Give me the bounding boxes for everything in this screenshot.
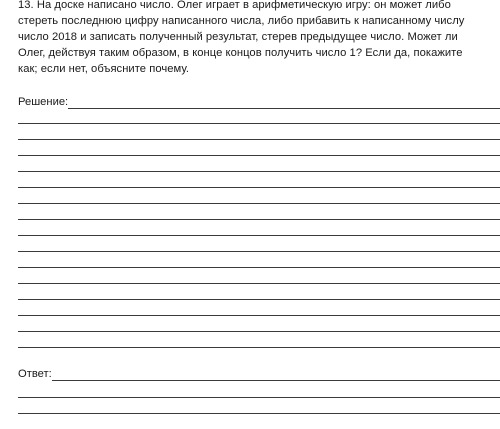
answer-extra-line[interactable] xyxy=(18,397,500,398)
answer-writing-line[interactable] xyxy=(18,219,500,220)
solution-label: Решение: xyxy=(18,96,69,108)
answer-row xyxy=(18,367,500,381)
answer-label: Ответ: xyxy=(18,368,52,380)
answer-writing-line[interactable] xyxy=(18,347,500,348)
answer-writing-line[interactable] xyxy=(18,171,500,172)
problem-line: Олег, действуя таким образом, в конце концов получить число 1? Если да, покажите xyxy=(18,47,463,59)
answer-writing-line[interactable] xyxy=(18,315,500,316)
answer-writing-line[interactable] xyxy=(18,203,500,204)
answer-writing-line[interactable] xyxy=(18,299,500,300)
answer-writing-line[interactable] xyxy=(18,283,500,284)
solution-row xyxy=(18,95,500,109)
answer-writing-line[interactable] xyxy=(18,331,500,332)
answer-line[interactable] xyxy=(52,368,500,381)
problem-line: как; если нет, объясните почему. xyxy=(18,63,190,75)
answer-writing-line[interactable] xyxy=(18,155,500,156)
problem-line: 13. На доске написано число. Олег играет в арифметическую игру: он может либо xyxy=(18,0,451,11)
answer-writing-line[interactable] xyxy=(18,187,500,188)
answer-writing-line[interactable] xyxy=(18,139,500,140)
answer-writing-line[interactable] xyxy=(18,251,500,252)
answer-extra-line[interactable] xyxy=(18,413,500,414)
problem-line: стереть последнюю цифру написанного числа, либо прибавить к написанному числу xyxy=(18,15,465,27)
solution-first-line[interactable] xyxy=(68,96,500,109)
problem-statement xyxy=(18,0,500,77)
answer-writing-line[interactable] xyxy=(18,267,500,268)
problem-line: число 2018 и записать полученный результат, стерев предыдущее число. Может ли xyxy=(18,31,458,43)
answer-writing-line[interactable] xyxy=(18,123,500,124)
answer-writing-line[interactable] xyxy=(18,235,500,236)
